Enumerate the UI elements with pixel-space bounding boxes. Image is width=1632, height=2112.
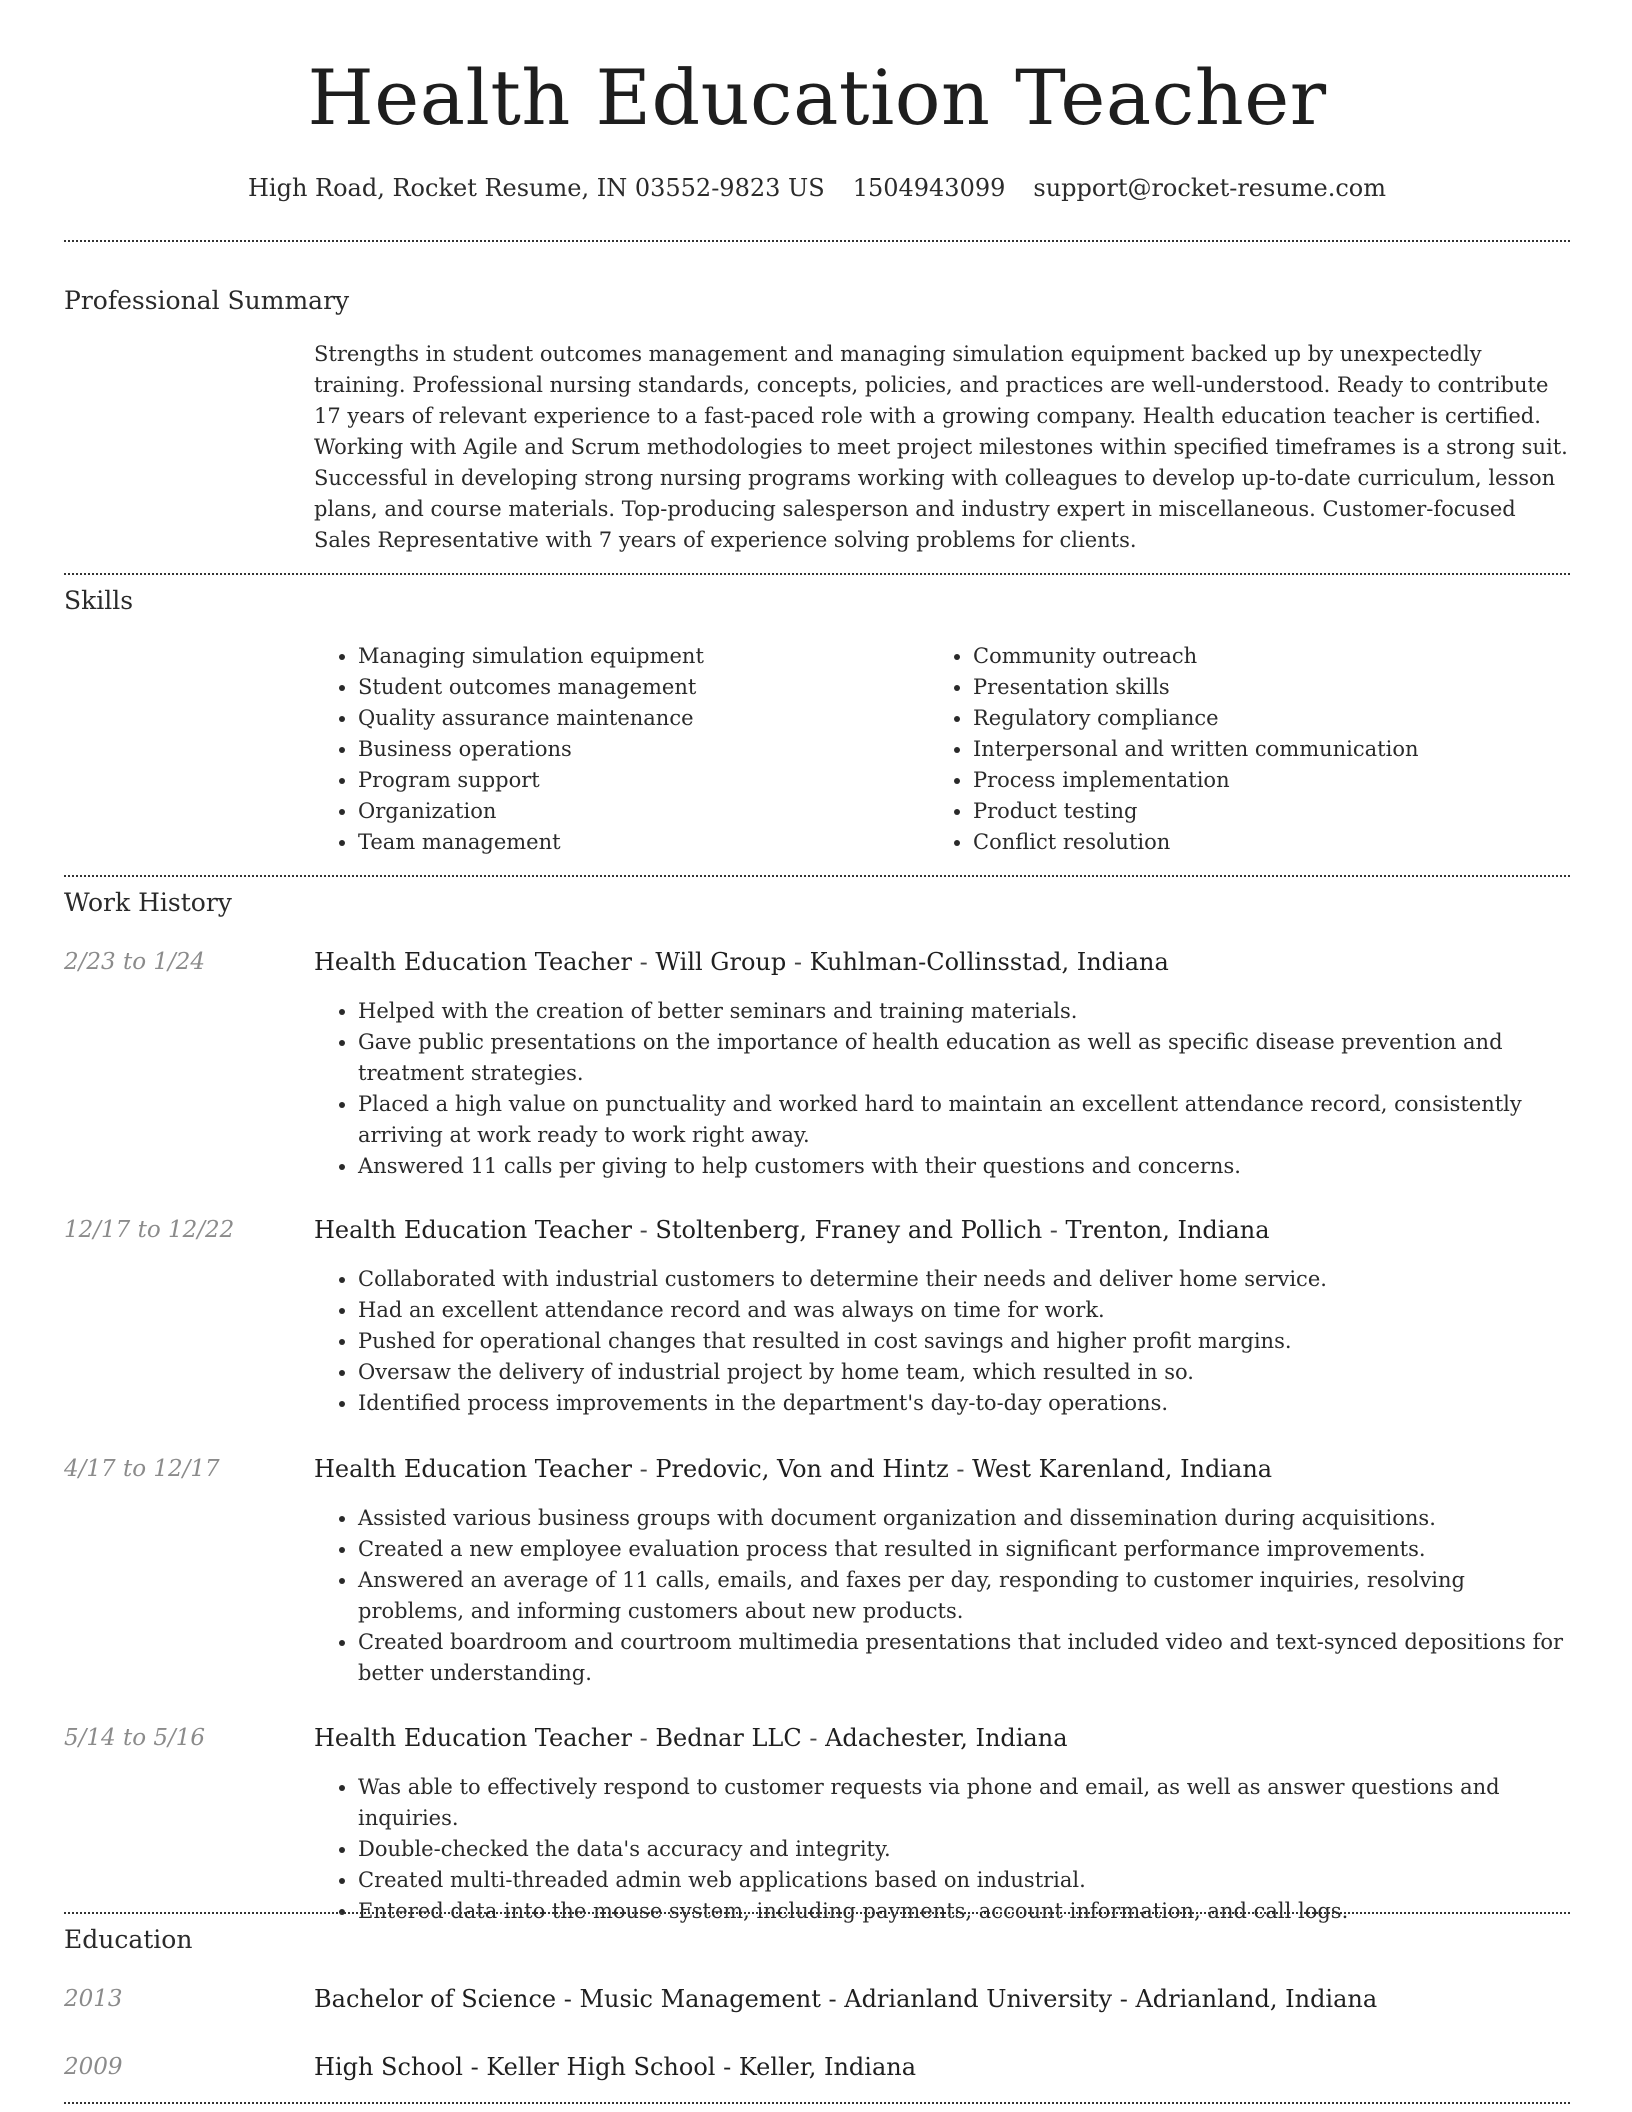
- job-bullet: • Double-checked the data's accuracy and integrity.: [358, 1834, 1570, 1865]
- job-bullet: • Helped with the creation of better seminars and training materials.: [358, 996, 1570, 1027]
- education-location: Keller, Indiana: [738, 2053, 917, 2081]
- job-heading: Health Education Teacher - Will Group - Kuhlman-Collinsstad, Indiana: [314, 948, 1169, 976]
- job-company: Stoltenberg, Franey and Pollich: [655, 1216, 1043, 1244]
- job-location: Kuhlman-Collinsstad, Indiana: [809, 948, 1169, 976]
- education-year: 2013: [64, 1986, 123, 2012]
- skills-list-left: [314, 641, 914, 858]
- job-bullet: • Collaborated with industrial customers to determine their needs and deliver home service.: [358, 1264, 1570, 1295]
- job-bullet: • Entered data into the mouse system, including payments, account information, and call logs.: [358, 1896, 1570, 1927]
- job-company: Bednar LLC: [655, 1724, 802, 1752]
- job-dates: 12/17 to 12/22: [64, 1217, 235, 1243]
- education-school: Keller High School: [486, 2053, 716, 2081]
- resume-title: Health Education Teacher: [307, 53, 1327, 142]
- job-bullet: • Oversaw the delivery of industrial project by home team, which resulted in so.: [358, 1357, 1570, 1388]
- job-bullets: [314, 1503, 1570, 1689]
- education-school: Adrianland University: [844, 1985, 1113, 2013]
- job-bullet: • Answered an average of 11 calls, emails, and faxes per day, responding to customer inquiries, resolving problems, and informing customers about new products.: [358, 1565, 1570, 1627]
- education-entry: High School - Keller High School - Keller, Indiana: [314, 2053, 917, 2081]
- job-heading: Health Education Teacher - Stoltenberg, Franey and Pollich - Trenton, Indiana: [314, 1216, 1270, 1244]
- job-bullet: • Assisted various business groups with document organization and dissemination during acquisitions.: [358, 1503, 1570, 1534]
- contact-address: High Road, Rocket Resume, IN 03552-9823 US: [247, 174, 825, 202]
- job-heading: Health Education Teacher - Bednar LLC - Adachester, Indiana: [314, 1724, 1068, 1752]
- section-heading-skills: Skills: [64, 586, 134, 615]
- skill-item: • Community outreach: [973, 641, 1569, 672]
- education-entry: Bachelor of Science - Music Management - Adrianland University - Adrianland, Indiana: [314, 1985, 1378, 2013]
- skill-item: • Student outcomes management: [358, 672, 914, 703]
- job-bullets: [314, 1772, 1570, 1927]
- divider: [64, 573, 1570, 575]
- job-title: Health Education Teacher: [314, 948, 633, 976]
- skill-item: • Business operations: [358, 734, 914, 765]
- contact-phone: 1504943099: [852, 174, 1006, 202]
- skills-list-right: [929, 641, 1569, 858]
- job-bullet: • Placed a high value on punctuality and worked hard to maintain an excellent attendance record, consistently arriving at work ready to work right away.: [358, 1089, 1570, 1151]
- job-bullets: [314, 1264, 1570, 1419]
- job-bullet: • Created a new employee evaluation process that resulted in significant performance improvements.: [358, 1534, 1570, 1565]
- section-heading-summary: Professional Summary: [64, 286, 350, 315]
- job-company: Predovic, Von and Hintz: [655, 1455, 949, 1483]
- education-degree: Bachelor of Science: [314, 1985, 557, 2013]
- skill-item: • Regulatory compliance: [973, 703, 1569, 734]
- skill-item: • Product testing: [973, 796, 1569, 827]
- job-dates: 2/23 to 1/24: [64, 949, 206, 975]
- job-bullet: • Pushed for operational changes that resulted in cost savings and higher profit margins.: [358, 1326, 1570, 1357]
- skill-item: • Interpersonal and written communication: [973, 734, 1569, 765]
- job-bullet: • Created multi-threaded admin web applications based on industrial.: [358, 1865, 1570, 1896]
- job-bullet: • Created boardroom and courtroom multimedia presentations that included video and text-synced depositions for better understanding.: [358, 1627, 1570, 1689]
- job-bullet: • Was able to effectively respond to customer requests via phone and email, as well as answer questions and inquiries.: [358, 1772, 1570, 1834]
- job-location: Trenton, Indiana: [1065, 1216, 1270, 1244]
- job-title: Health Education Teacher: [314, 1216, 633, 1244]
- job-dates: 4/17 to 12/17: [64, 1456, 220, 1482]
- section-heading-work: Work History: [64, 888, 232, 917]
- skill-item: • Team management: [358, 827, 914, 858]
- divider: [64, 875, 1570, 877]
- job-bullet: • Answered 11 calls per giving to help customers with their questions and concerns.: [358, 1151, 1570, 1182]
- job-bullets: [314, 996, 1570, 1182]
- contact-line: [64, 171, 1570, 205]
- skill-item: • Organization: [358, 796, 914, 827]
- job-dates: 5/14 to 5/16: [64, 1725, 206, 1751]
- skill-item: • Presentation skills: [973, 672, 1569, 703]
- job-bullet: • Identified process improvements in the department's day-to-day operations.: [358, 1388, 1570, 1419]
- education-degree: High School: [314, 2053, 463, 2081]
- job-title: Health Education Teacher: [314, 1724, 633, 1752]
- divider: [64, 2102, 1570, 2104]
- education-location: Adrianland, Indiana: [1135, 1985, 1378, 2013]
- job-title: Health Education Teacher: [314, 1455, 633, 1483]
- skill-item: • Conflict resolution: [973, 827, 1569, 858]
- divider: [64, 240, 1570, 242]
- skill-item: • Quality assurance maintenance: [358, 703, 914, 734]
- job-heading: Health Education Teacher - Predovic, Von and Hintz - West Karenland, Indiana: [314, 1455, 1273, 1483]
- skill-item: • Process implementation: [973, 765, 1569, 796]
- divider: [64, 1912, 1570, 1914]
- education-field: Music Management: [579, 1985, 821, 2013]
- skill-item: • Managing simulation equipment: [358, 641, 914, 672]
- skill-item: • Program support: [358, 765, 914, 796]
- job-bullet: • Gave public presentations on the importance of health education as well as specific disease prevention and treatment strategies.: [358, 1027, 1570, 1089]
- job-location: West Karenland, Indiana: [972, 1455, 1273, 1483]
- job-bullet: • Had an excellent attendance record and was always on time for work.: [358, 1295, 1570, 1326]
- job-company: Will Group: [655, 948, 787, 976]
- summary-text: Strengths in student outcomes management and managing simulation equipment backed up by unexpectedly training. Professional nursing standards, concepts, policies, and practices are well-understood. Ready to contribute 17 years of relevant experience to a fast-paced role with a growing company. Health education teacher is certified. Working with Agile and Scrum methodologies to meet project milestones within specified timeframes is a strong suit. Successful in developing strong nursing programs working with colleagues to develop up-to-date curriculum, lesson plans, and course materials. Top-producing salesperson and industry expert in miscellaneous. Customer-focused Sales Representative with 7 years of experience solving problems for clients.: [314, 342, 1568, 552]
- contact-email: support@rocket-resume.com: [1033, 174, 1387, 202]
- education-year: 2009: [64, 2054, 123, 2080]
- job-location: Adachester, Indiana: [825, 1724, 1068, 1752]
- section-heading-education: Education: [64, 1925, 193, 1954]
